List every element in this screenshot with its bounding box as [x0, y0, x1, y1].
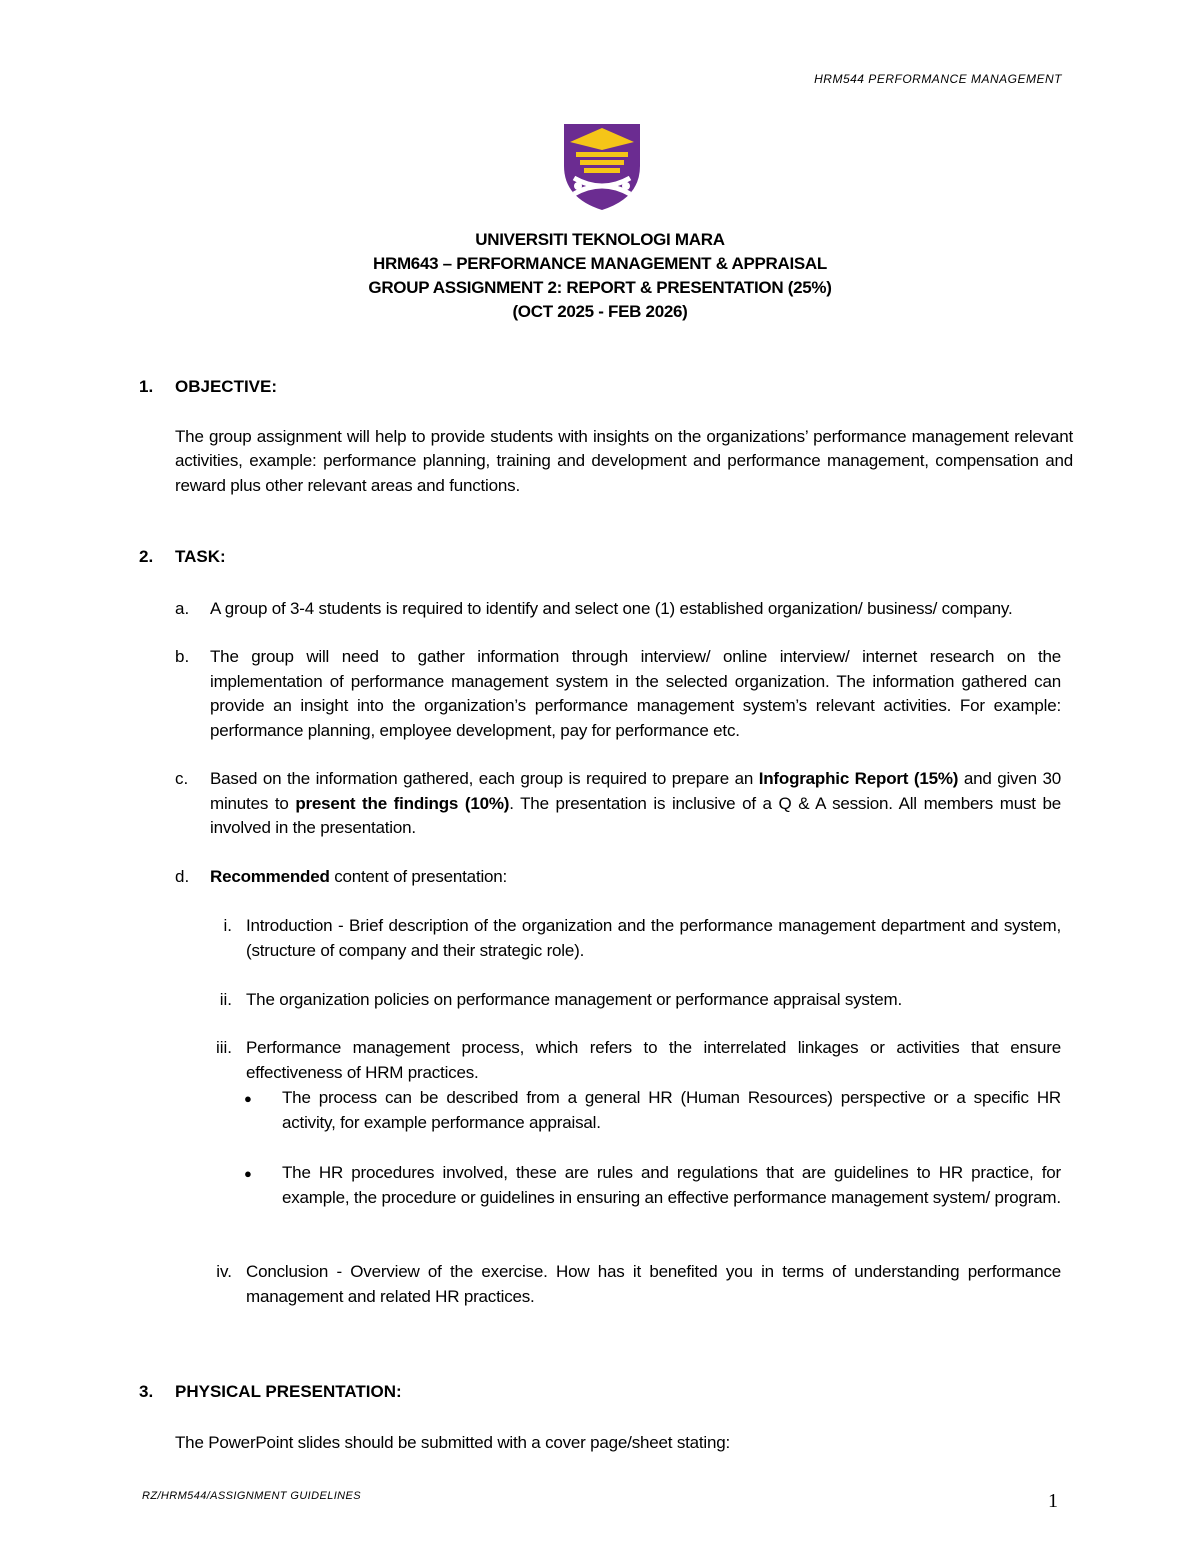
task-b-text: The group will need to gather information through interview/ online interview/ internet research on the implementation of performance management system in the selected organization. The information gathered can provide an insight into the organization’s performance management system’s relevant activities. For example: performance planning, employee development, pay for performance etc.: [210, 647, 1061, 740]
title-semester: (OCT 2025 - FEB 2026): [512, 302, 688, 321]
section-task-heading: 2. TASK:: [139, 547, 226, 566]
footer-reference: RZ/HRM544/ASSIGNMENT GUIDELINES: [142, 1490, 361, 1502]
content-ii-text: The organization policies on performance management or performance appraisal system.: [246, 990, 902, 1009]
task-d-marker: d.: [175, 867, 190, 886]
document-title: [0, 228, 1200, 324]
present-findings-emphasis: present the findings (10%): [295, 793, 510, 813]
page-number: 1: [1048, 1490, 1058, 1512]
task-a-marker: a.: [175, 599, 190, 618]
content-iii-marker: iii.: [215, 1038, 232, 1057]
task-d-text: Recommended content of presentation:: [210, 867, 508, 886]
section-objective-heading: 1. OBJECTIVE:: [139, 377, 278, 396]
running-header: HRM544 PERFORMANCE MANAGEMENT: [814, 72, 1062, 86]
bullet-dot-icon: ●: [244, 1091, 252, 1106]
content-ii-marker: ii.: [219, 990, 232, 1009]
physical-presentation-paragraph: The PowerPoint slides should be submitted with a cover page/sheet stating:: [175, 1433, 731, 1452]
title-course: HRM643 – PERFORMANCE MANAGEMENT & APPRAISAL: [372, 254, 827, 273]
content-i-marker: i.: [223, 916, 232, 935]
university-crest-logo: [534, 114, 662, 214]
task-b-marker: b.: [175, 647, 190, 666]
content-iv-marker: iv.: [216, 1262, 232, 1281]
title-assignment: GROUP ASSIGNMENT 2: REPORT & PRESENTATION (25%): [368, 278, 832, 297]
content-iii-bullet-2: The HR procedures involved, these are rules and regulations that are guidelines to HR practice, for example, the procedure or guidelines in ensuring an effective performance management system/ program.: [282, 1163, 1061, 1207]
task-c-text: Based on the information gathered, each group is required to prepare an Infographic Report (15%) and given 30 minutes to present the findings (10%). The presentation is inclusive of a Q & A session. All members must be involved in the presentation.: [210, 769, 1062, 837]
section-physical-presentation-heading: 3. PHYSICAL PRESENTATION:: [139, 1382, 402, 1401]
content-iii-text: Performance management process, which refers to the interrelated linkages or activities that ensure effectiveness of HRM practices.: [246, 1038, 1061, 1082]
task-a-text: A group of 3-4 students is required to identify and select one (1) established organization/ business/ company.: [210, 599, 1013, 618]
bullet-dot-icon: ●: [244, 1166, 252, 1181]
infographic-report-emphasis: Infographic Report (15%): [758, 769, 959, 788]
content-i-text: Introduction - Brief description of the organization and the performance management department and system, (structure of company and their strategic role).: [246, 916, 1061, 960]
objective-paragraph: The group assignment will help to provide students with insights on the organizations’ performance management relevant activities, example: performance planning, training and development and performance management, compensation and reward plus other relevant areas and functions.: [175, 427, 1073, 495]
task-c-marker: c.: [175, 769, 189, 788]
title-university: UNIVERSITI TEKNOLOGI MARA: [475, 230, 725, 249]
content-iii-bullet-1: The process can be described from a general HR (Human Resources) perspective or a specific HR activity, for example performance appraisal.: [282, 1088, 1061, 1132]
content-iv-text: Conclusion - Overview of the exercise. How has it benefited you in terms of understanding performance management and related HR practices.: [246, 1262, 1061, 1306]
